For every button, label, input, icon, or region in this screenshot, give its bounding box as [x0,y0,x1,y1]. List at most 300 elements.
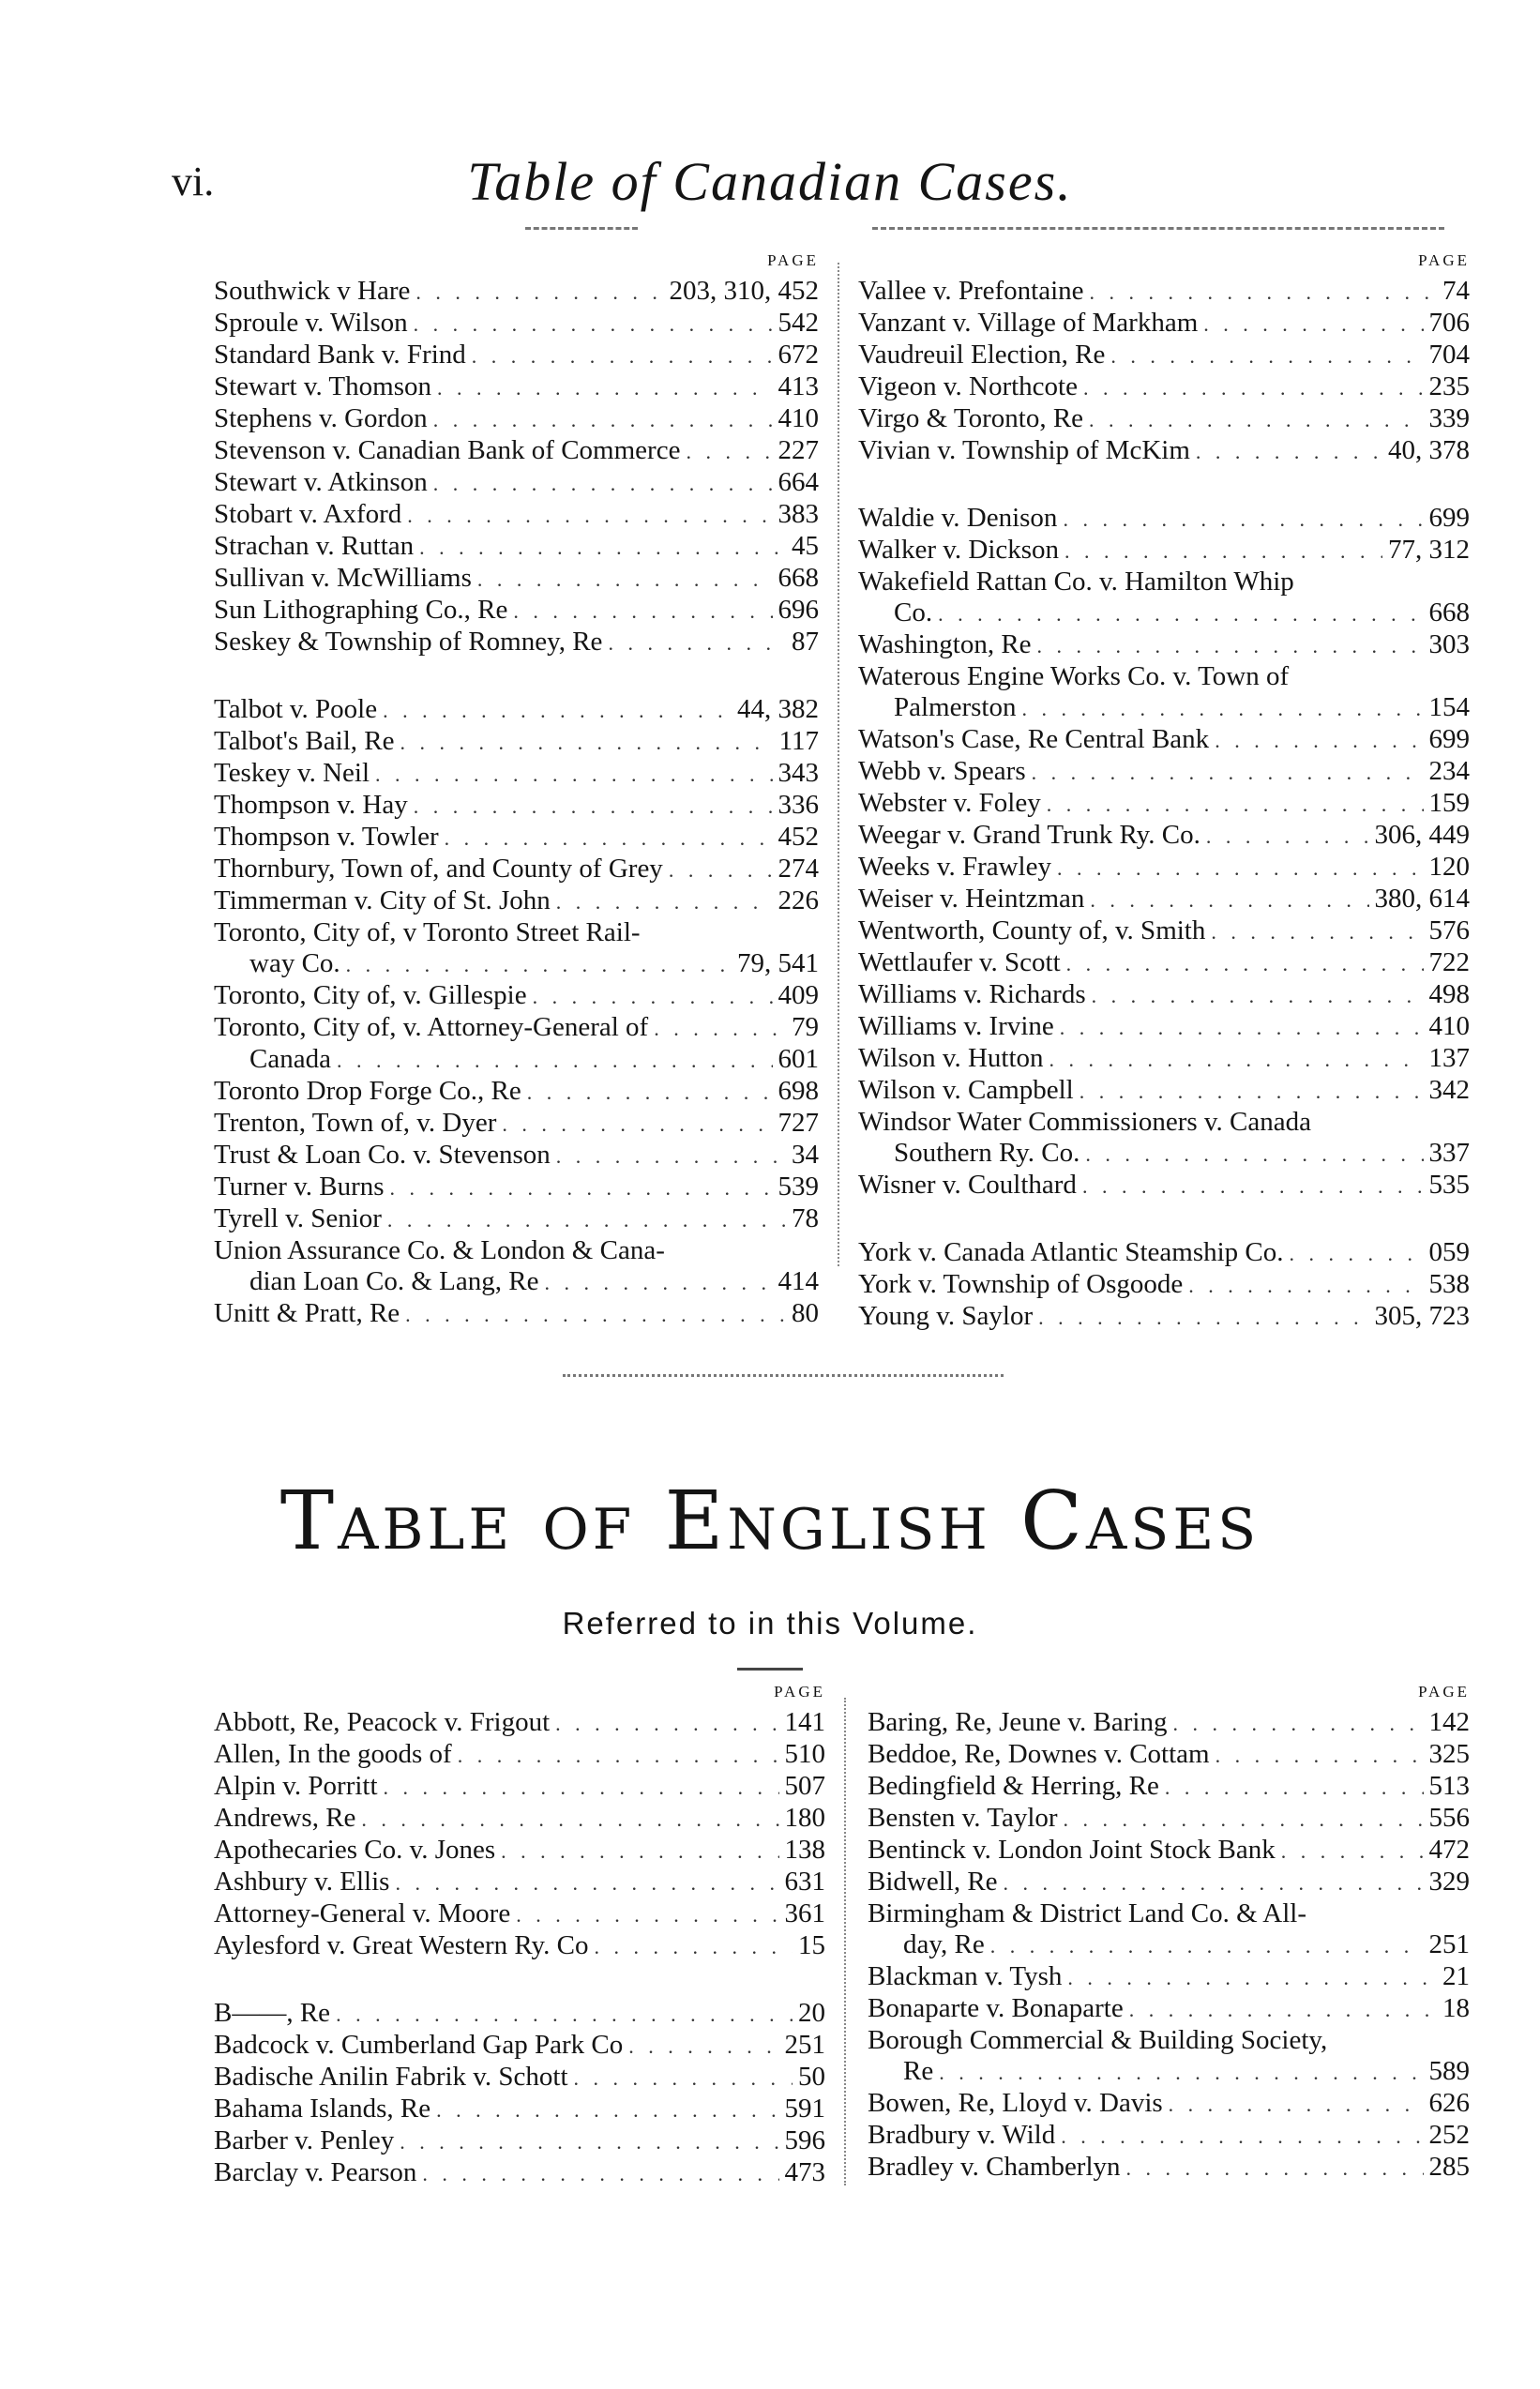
case-name: Stewart v. Atkinson [214,467,428,497]
page-reference: 538 [1428,1269,1470,1299]
case-name: Timmerman v. City of St. John [214,885,551,915]
page-reference: 306, 449 [1374,820,1470,850]
group-spacer [858,1202,1470,1237]
case-entry [858,1107,1470,1138]
page-reference: 498 [1428,979,1470,1009]
dot-leader [1215,1740,1424,1771]
dot-leader [1047,789,1424,820]
dot-leader [938,598,1423,629]
dot-leader [472,340,773,371]
case-name: Unitt & Pratt, Re [214,1298,400,1328]
page-reference: 337 [1428,1138,1470,1168]
page-reference: 336 [778,790,819,820]
case-name: Vivian v. Township of McKim [858,435,1190,465]
case-name: Williams v. Richards [858,979,1086,1009]
header-rule-right [872,227,1444,230]
case-name: Bedingfield & Herring, Re [868,1771,1159,1801]
page-reference: 361 [784,1898,825,1928]
dot-leader [1129,1994,1437,2025]
dot-leader [1206,821,1369,852]
case-entry [858,724,1470,756]
case-entry [214,854,819,885]
dot-leader [654,1013,786,1044]
dot-leader [1061,2121,1423,2152]
dot-leader [513,596,772,627]
case-name: Washington, Re [858,629,1032,659]
case-name: Wisner v. Coulthard [858,1170,1077,1200]
dot-leader [939,2057,1423,2088]
page-reference: 21 [1442,1961,1470,1991]
case-name: Young v. Saylor [858,1301,1034,1331]
case-name: Stewart v. Thomson [214,371,431,401]
page-reference: 452 [778,822,819,852]
dot-leader [1092,980,1424,1011]
dot-leader [1083,372,1424,403]
case-name: Wakefield Rattan Co. v. Hamilton Whip [858,567,1294,597]
case-name: Teskey v. Neil [214,758,370,788]
case-entry [858,503,1470,535]
dot-leader [516,1899,778,1930]
case-entry [214,1012,819,1044]
page-reference: 45 [792,531,819,561]
case-entry [214,2157,825,2189]
case-entry [214,403,819,435]
case-entry [858,1138,1470,1170]
case-entry [868,2120,1470,2152]
dot-leader [346,949,732,980]
case-entry [214,948,819,980]
page-reference: 137 [1428,1043,1470,1073]
running-title: Table of Canadian Cases. [467,151,1073,212]
case-name: Vanzant v. Village of Markham [858,308,1199,338]
canadian-right-column [858,246,1470,1333]
dot-leader [436,2094,778,2125]
dot-leader [1057,853,1424,884]
case-entry [868,1961,1470,1993]
page-reference: 20 [798,1998,825,2028]
page-reference: 510 [784,1739,825,1769]
case-name: Webb v. Spears [858,756,1026,786]
page-reference: 252 [1428,2120,1470,2150]
case-name: Bentinck v. London Joint Stock Bank [868,1835,1276,1865]
case-entry [858,1075,1470,1107]
page-reference: 513 [1428,1771,1470,1801]
case-name: Sproule v. Wilson [214,308,408,338]
case-name: Talbot's Bail, Re [214,726,395,756]
case-entry [858,1043,1470,1075]
dot-leader [387,1204,786,1235]
page-reference: 696 [778,595,819,625]
page-reference: 706 [1428,308,1470,338]
case-entry [214,2062,825,2094]
case-entry [858,1237,1470,1269]
case-entry [214,1803,825,1835]
case-entry [214,1076,819,1108]
case-name: Strachan v. Ruttan [214,531,415,561]
case-name: Stobart v. Axford [214,499,402,529]
case-name: Vallee v. Prefontaine [858,276,1084,306]
case-entry [214,1266,819,1298]
case-name: Toronto, City of, v. Gillespie [214,980,527,1010]
page-reference: 303 [1428,629,1470,659]
case-name: Trenton, Town of, v. Dyer [214,1108,497,1138]
case-entry [214,1835,825,1867]
case-entry [858,915,1470,947]
case-entry [214,2094,825,2125]
dot-leader [1022,693,1424,724]
case-name: Abbott, Re, Peacock v. Frigout [214,1707,551,1737]
page-reference: 410 [778,403,819,433]
case-name: Wilson v. Hutton [858,1043,1044,1073]
page-reference: 44, 382 [737,694,819,724]
case-entry [214,1898,825,1930]
case-name: Bradbury v. Wild [868,2120,1056,2150]
case-entry [214,276,819,308]
dot-leader [556,1141,786,1172]
case-entry [214,371,819,403]
page-reference: 227 [778,435,819,465]
dot-leader [1188,1270,1423,1301]
case-entry [858,1011,1470,1043]
case-name: Bidwell, Re [868,1867,998,1897]
case-entry [868,1898,1470,1929]
page-reference: 159 [1428,788,1470,818]
page-column-label: PAGE [767,251,819,269]
page-reference: 343 [778,758,819,788]
dot-leader [1165,1772,1424,1803]
case-entry [214,1867,825,1898]
page-reference: 305, 723 [1374,1301,1470,1331]
case-entry [214,980,819,1012]
english-left-column [214,1677,825,2189]
case-entry [214,435,819,467]
case-name: Sullivan v. McWilliams [214,563,472,593]
case-name: York v. Canada Atlantic Steamship Co. [858,1237,1284,1267]
page-reference: 698 [778,1076,819,1106]
case-entry [214,1235,819,1266]
dot-leader [1064,1804,1424,1835]
case-entry [858,597,1470,629]
dot-leader [1172,1708,1423,1739]
case-entry [858,852,1470,884]
english-right-column [868,1677,1470,2184]
dot-leader [477,564,773,595]
case-entry [214,340,819,371]
page-reference: 329 [1428,1867,1470,1897]
page-reference: 704 [1428,340,1470,370]
case-entry [868,2025,1470,2056]
case-entry [858,661,1470,692]
case-entry [868,2088,1470,2120]
dot-leader [407,500,772,531]
dot-leader [433,404,773,435]
case-entry [858,820,1470,852]
case-entry [214,1172,819,1203]
case-name: Barber v. Penley [214,2125,395,2155]
case-entry [858,884,1470,915]
page-reference: 596 [784,2125,825,2155]
dot-leader [574,2063,793,2094]
case-name: Virgo & Toronto, Re [858,403,1084,433]
case-entry [214,1771,825,1803]
case-name: Wettlaufer v. Scott [858,947,1061,977]
case-name: Baring, Re, Jeune v. Baring [868,1707,1168,1737]
dot-leader [686,436,772,467]
case-name: Thompson v. Hay [214,790,408,820]
dot-leader [669,854,773,885]
case-name: Weeks v. Frawley [858,852,1051,882]
case-entry [858,535,1470,567]
page-reference: 699 [1428,724,1470,754]
dot-leader [1215,725,1423,756]
dot-leader [1066,948,1424,979]
case-name: dian Loan Co. & Lang, Re [249,1266,539,1296]
dot-leader [1203,309,1423,340]
page-reference: 339 [1428,403,1470,433]
page-reference: 668 [1428,597,1470,627]
case-name: Webster v. Foley [858,788,1041,818]
page-reference: 535 [1428,1170,1470,1200]
page-reference: 380, 614 [1374,884,1470,914]
case-name: Thompson v. Towler [214,822,439,852]
case-name: Aylesford v. Great Western Ry. Co [214,1930,589,1960]
page-reference: 142 [1428,1707,1470,1737]
dot-leader [405,1299,786,1330]
page-reference: 722 [1428,947,1470,977]
case-entry [858,629,1470,661]
case-entry [214,595,819,627]
dot-leader [533,981,773,1012]
page-reference: 251 [784,2030,825,2060]
dot-leader [383,695,732,726]
dot-leader [1290,1238,1424,1269]
case-entry [214,2030,825,2062]
case-entry [214,627,819,658]
case-name: Weegar v. Grand Trunk Ry. Co. [858,820,1200,850]
dot-leader [400,727,773,758]
case-entry [214,1140,819,1172]
case-name: Bowen, Re, Lloyd v. Davis [868,2088,1163,2118]
case-name: Southwick v Hare [214,276,411,306]
page-reference: 591 [784,2094,825,2124]
section-subtitle: Referred to in this Volume. [562,1606,978,1641]
case-name: Barclay v. Pearson [214,2157,417,2187]
case-name: Canada [249,1044,331,1074]
dot-leader [595,1931,793,1962]
page-reference: 154 [1428,692,1470,722]
case-name: Waldie v. Denison [858,503,1058,533]
page-reference: 78 [792,1203,819,1233]
case-entry [214,1739,825,1771]
page-reference: 589 [1428,2056,1470,2086]
dot-leader [415,277,663,308]
page-reference: 472 [1428,1835,1470,1865]
case-name: Bahama Islands, Re [214,2094,431,2124]
case-entry [214,499,819,531]
page-reference: 40, 378 [1388,435,1470,465]
dot-leader [422,2158,778,2189]
case-name: Badische Anilin Fabrik v. Schott [214,2062,568,2092]
page-reference: 18 [1442,1993,1470,2023]
case-entry [868,2152,1470,2184]
case-name: Andrews, Re [214,1803,356,1833]
page-reference: 059 [1428,1237,1470,1267]
case-entry [214,531,819,563]
page-reference: 138 [784,1835,825,1865]
case-name: Stevenson v. Canadian Bank of Commerce [214,435,681,465]
dot-leader [419,532,786,563]
dot-leader [1032,757,1424,788]
page-reference: 699 [1428,503,1470,533]
case-entry [868,1993,1470,2025]
case-entry [858,1269,1470,1301]
case-entry [858,403,1470,435]
group-spacer [858,467,1470,503]
case-name: Toronto, City of, v. Attorney-General of [214,1012,649,1042]
header-rule-left [525,227,638,230]
case-name: Weiser v. Heintzman [858,884,1085,914]
case-name: Turner v. Burns [214,1172,385,1202]
dot-leader [1085,1139,1423,1170]
dot-leader [390,1172,773,1203]
case-name: Ashbury v. Ellis [214,1867,390,1897]
case-name: Alpin v. Porritt [214,1771,378,1801]
case-entry [858,308,1470,340]
page-reference: 539 [778,1172,819,1202]
page-reference: 668 [778,563,819,593]
group-spacer [214,1962,825,1998]
case-name: Vigeon v. Northcote [858,371,1078,401]
page-column-label: PAGE [1418,1683,1470,1701]
dot-leader [1281,1836,1424,1867]
page-reference: 414 [778,1266,819,1296]
page-reference: 285 [1428,2152,1470,2182]
page-reference: 235 [1428,371,1470,401]
dot-leader [337,1045,773,1076]
case-name: Seskey & Township of Romney, Re [214,627,603,657]
case-name: Tyrell v. Senior [214,1203,382,1233]
case-name: Talbot v. Poole [214,694,378,724]
case-entry [868,1867,1470,1898]
dot-leader [437,372,773,403]
dot-leader [375,759,772,790]
case-name: Williams v. Irvine [858,1011,1054,1041]
case-name: Vaudreuil Election, Re [858,340,1106,370]
page-reference: 542 [778,308,819,338]
case-name: Bradley v. Chamberlyn [868,2152,1121,2182]
section-break-rule [563,1374,1004,1377]
dot-leader [336,1999,793,2030]
case-entry [868,1835,1470,1867]
dot-leader [628,2031,778,2062]
case-name: Waterous Engine Works Co. v. Town of [858,661,1290,691]
page-reference: 120 [1428,852,1470,882]
case-entry [214,726,819,758]
dot-leader [1169,2089,1424,2120]
case-name: Co. [894,597,933,627]
case-name: Wilson v. Campbell [858,1075,1074,1105]
dot-leader [445,823,773,854]
dot-leader [458,1740,779,1771]
case-entry [868,1739,1470,1771]
case-name: Birmingham & District Land Co. & All- [868,1898,1306,1928]
dot-leader [1067,1962,1437,1993]
case-name: Southern Ry. Co. [894,1138,1080,1168]
page-reference: 79 [792,1012,819,1042]
column-divider [844,1698,846,2185]
dot-leader [1110,340,1423,371]
dot-leader [1090,277,1438,308]
dot-leader [544,1267,772,1298]
case-entry [214,467,819,499]
case-entry [858,788,1470,820]
page-reference: 15 [798,1930,825,1960]
page-column-label: PAGE [1418,251,1470,269]
group-spacer [214,658,819,694]
case-name: Union Assurance Co. & London & Cana- [214,1235,665,1265]
case-name: Watson's Case, Re Central Bank [858,724,1210,754]
dot-leader [501,1836,778,1867]
case-name: Badcock v. Cumberland Gap Park Co [214,2030,624,2060]
case-name: Borough Commercial & Building Society, [868,2025,1328,2055]
case-name: way Co. [249,948,340,978]
case-entry [858,1170,1470,1202]
case-name: Beddoe, Re, Downes v. Cottam [868,1739,1210,1769]
case-entry [214,1707,825,1739]
short-rule [737,1668,803,1671]
dot-leader [1064,536,1382,567]
case-entry [868,2056,1470,2088]
page-reference: 80 [792,1298,819,1328]
case-entry [214,1044,819,1076]
dot-leader [556,886,773,917]
page-reference: 325 [1428,1739,1470,1769]
case-entry [858,340,1470,371]
page-reference: 180 [784,1803,825,1833]
case-entry [214,917,819,948]
case-entry [868,1929,1470,1961]
page-reference: 410 [1428,1011,1470,1041]
dot-leader [1038,1302,1368,1333]
case-name: Windsor Water Commissioners v. Canada [858,1107,1311,1137]
case-name: Toronto Drop Forge Co., Re [214,1076,521,1106]
dot-leader [395,1867,778,1898]
case-name: Standard Bank v. Frind [214,340,466,370]
case-entry [868,1803,1470,1835]
case-name: Trust & Loan Co. v. Stevenson [214,1140,551,1170]
canadian-left-column [214,246,819,1330]
dot-leader [414,791,773,822]
dot-leader [502,1109,772,1140]
case-entry [214,1298,819,1330]
column-divider [838,263,839,1266]
case-name: Toronto, City of, v Toronto Street Rail- [214,917,641,947]
page-reference: 473 [784,2157,825,2187]
case-name: York v. Township of Osgoode [858,1269,1184,1299]
case-name: Apothecaries Co. v. Jones [214,1835,496,1865]
dot-leader [1004,1867,1424,1898]
case-entry [214,790,819,822]
case-entry [868,1707,1470,1739]
case-name: day, Re [903,1929,985,1959]
page-reference: 727 [778,1108,819,1138]
case-name: Attorney-General v. Moore [214,1898,511,1928]
case-entry [214,1998,825,2030]
page-reference: 251 [1428,1929,1470,1959]
case-entry [858,567,1470,597]
page-reference: 117 [778,726,819,756]
case-name: Re [903,2056,934,2086]
